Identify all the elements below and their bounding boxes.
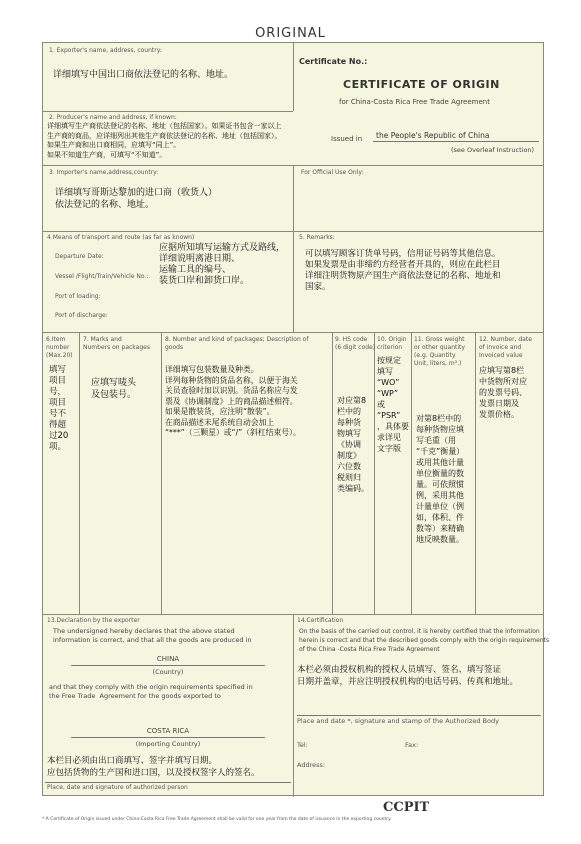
origin-criterion-label: 10. Origin criterion [377,336,407,351]
official-use-label: For Official Use Only: [301,169,364,176]
importing-country-value: COSTA RICA [146,727,190,735]
certificate-subtitle: for China-Costa Rica Free Trade Agreement [339,98,490,106]
departure-date-label: Departure Date: [55,253,104,260]
issued-country: the People's Republic of China [376,131,490,140]
original-header: ORIGINAL [255,26,326,41]
marks-note: 应填写唛头 及包装号。 [91,378,137,400]
signature-label: Place, date and signature of authorized person [47,784,188,791]
footer-note: * A Certificate of Origin issued under China-Costa Rica Free Trade Agreement shall be valid for one year from the date of issuance in the exporting country. [42,817,392,822]
gross-weight-label: 11. Gross weight or other quantity (e.g. Quantity Unit, liters, m³.) [414,336,465,367]
exporting-country-caption: (Country) [152,668,184,676]
gross-weight-note: 对第8栏中的 每种货物应填 写毛重（用 “千克”衡量） 或用其他计量 单位衡量的数 量。可依照惯 例，采用其他 计量单位（例 如，体积、件 数等）来精确 地反映数量。 [416,414,465,544]
packages-label: 8. Number and kind of packages; Description of goods [165,336,309,351]
importing-country-caption: (Importing Country) [135,740,201,748]
tel-label: Tel: [297,741,308,749]
remarks-label: 5. Remarks: [299,234,335,241]
item-number-note: 填写 项目 号， 项目 号不 得超 过20 项。 [49,365,69,452]
see-overleaf: (see Overleaf Instruction) [451,146,535,154]
importer-note: 详细填写哥斯达黎加的进口商（收货人） 依法登记的名称、地址。 [55,188,218,210]
hs-code-note: 对应第8 栏中的 每种货 物填写 《协调 制度》 六位数 税则归 类编码。 [337,396,369,493]
transport-label: 4.Means of transport and route (as far as known) [47,234,195,241]
hs-code-label: 9. HS code (6 digit code) [335,336,376,351]
declaration-text-2: and that they comply with the origin requirements specified in the Free Trade Agreement for the goods exported to [49,683,253,700]
vessel-label: Vessel /Flight/Train/Vehicle No.: [55,273,149,280]
exporting-country-value: CHINA [156,655,180,663]
certificate-title: CERTIFICATE OF ORIGIN [343,78,500,91]
issued-in-label: Issued in [331,135,363,143]
item-number-label: 6.Item number (Max.20) [46,336,73,359]
declaration-text-1: The undersigned hereby declares that the above stated information is correct, and that all the goods are produced in [53,627,252,644]
origin-criterion-note: 按规定 填写 “WO” “WP” 或 “PSR” ，具体要 求详见 文字版 [377,356,409,453]
transport-note: 应据所知填写运输方式及路线， 详细说明离港日期、 运输工具的编号、 装货口岸和卸货口岸。 [159,243,286,286]
marks-label: 7. Marks and Numbers on packages [83,336,150,351]
certificate-no-label: Certificate No.: [299,57,368,66]
declaration-note: 本栏目必须由出口商填写、签字并填写日期。 应包括货物的生产国和进口国，以及授权签字人的签名。 [47,756,260,778]
importer-label: 3. Importer's name,address,country: [49,169,159,176]
exporter-label: 1. Exporter's name, address, country: [49,47,162,54]
certification-note: 本栏必须由授权机构的授权人员填写、签名、填写签证 日期并盖章，并应注明授权机构的电话号码、传真和地址。 [297,665,519,687]
packages-note: 详细填写包装数量及种类。 详列每种货物的货品名称，以便于海关 关员查验时加以识别。货品名称应与发 票及《协调制度》上的商品描述相符。 如果是散装货，应注明“散装”。 在商品描述末尾系统自动会加上 “***”（三颗星）或“/”（斜杠结束号）。 [165,365,301,437]
invoice-label: 12. Number, date of invoice and Invoiced value [479,336,532,359]
remarks-note: 可以填写顾客订货单号码，信用证号码等其他信息。 如果发票是由非缔约方经营者开具的，则应在此栏目 详细注明货物原产国生产商依法登记的名称、地址和 国家。 [305,249,501,292]
port-loading-label: Port of loading: [55,293,101,300]
port-discharge-label: Port of discharge: [55,312,108,319]
certificate-form [42,42,550,796]
producer-label: 2. Producer's name and address, if known: [49,114,177,121]
place-date-label: Place and date *, signature and stamp of the Authorized Body [297,717,499,725]
certification-label: 14.Certification [297,617,344,624]
producer-note: 详细填写生产商依法登记的名称、地址（包括国家）。如果证书包含一家以上 生产商的商品，应详细列出其他生产商依法登记的名称、地址（包括国家）。 如果生产商和出口商相同，应填写“同上”。 如果不知道生产商，可填写“不知道”。 [47,122,282,159]
declaration-label: 13.Declaration by the exporter [47,617,140,624]
certification-text: On the basis of the carried out control, it is hereby certified that the information herein is correct and that the described goods comply with the origin requirements of the China -Costa Rica Free Trade Agreement [299,628,550,653]
invoice-note: 应填写第8栏 中货物所对应 的发票号码、 发票日期及 发票价格。 [479,366,527,419]
fax-label: Fax: [405,741,419,749]
exporter-note: 详细填写中国出口商依法登记的名称、地址。 [53,70,234,80]
address-label: Address: [297,761,326,769]
ccpit-logo-text: CCPIT [383,800,430,815]
